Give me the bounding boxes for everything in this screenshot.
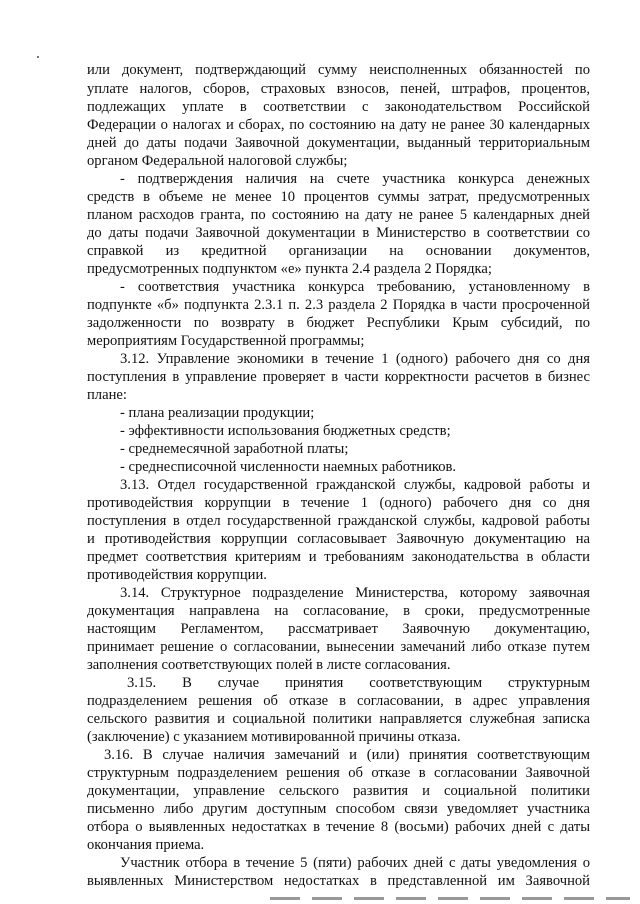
text-line: подпункте «б» подпункта 2.3.1 п. 2.3 раздела 2 Порядка в части просроченной	[87, 297, 590, 313]
text-line: принимает решение о согласовании, вынесении замечаний либо отказе путем	[87, 639, 590, 655]
text-line: планом расходов гранта, по состоянию на дату не ранее 5 календарных дней	[87, 207, 590, 223]
text-line: и противодействия коррупции согласовывает Заявочную документацию на	[87, 531, 590, 547]
text-line: письменно либо другим доступным способом связи уведомляет участника	[87, 801, 590, 817]
text-line: отбора о выявленных недостатках в течение 8 (восьми) рабочих дней с даты	[87, 819, 590, 835]
text-line: структурным подразделением решения об отказе в согласовании Заявочной	[87, 765, 590, 781]
list-item: - эффективности использования бюджетных средств;	[120, 423, 451, 439]
text-line: предмет соответствия критериям и требованиям законодательства в области	[87, 549, 590, 565]
list-item: - среднесписочной численности наемных работников.	[120, 459, 457, 475]
text-line: 3.15. В случае принятия соответствующим структурным	[127, 675, 590, 691]
text-line: 3.12. Управление экономики в течение 1 (одного) рабочего дня со дня	[120, 351, 590, 367]
text-line: органом Федеральной налоговой службы;	[87, 153, 348, 169]
text-line: уплате налогов, сборов, страховых взносов, пеней, штрафов, процентов,	[87, 81, 590, 97]
text-line: до даты подачи Заявочной документации в Министерство в соответствии со	[87, 225, 590, 241]
text-line: 3.16. В случае наличия замечаний и (или) принятия соответствующим	[104, 747, 590, 763]
text-line: (заключение) с указанием мотивированной причины отказа.	[87, 729, 461, 745]
text-line: 3.13. Отдел государственной гражданской службы, кадровой работы и	[120, 477, 590, 493]
scan-edge-artifact	[270, 897, 630, 900]
list-item: - среднемесячной заработной платы;	[120, 441, 349, 457]
text-line: поступления в отдел государственной гражданской службы, кадровой работы	[87, 513, 590, 529]
text-line: настоящим Регламентом, рассматривает Заявочную документацию,	[87, 621, 590, 637]
text-line: дней до даты подачи Заявочной документации, выданный территориальным	[87, 135, 590, 151]
text-line: предусмотренных подпунктом «е» пункта 2.4 раздела 2 Порядка;	[87, 261, 492, 277]
text-line: Федерации о налогах и сборах, по состоянию на дату не ранее 30 календарных	[87, 117, 590, 133]
text-line: подлежащих уплате в соответствии с законодательством Российской	[87, 99, 590, 115]
text-line: подразделением решения об отказе в согласовании, в адрес управления	[87, 693, 590, 709]
text-line: - соответствия участника конкурса требованию, установленному в	[120, 279, 590, 295]
text-line: документация направлена на согласование, в сроки, предусмотренные	[87, 603, 590, 619]
text-line: плане:	[87, 387, 127, 403]
text-line: выявленных Министерством недостатках в представленной им Заявочной	[87, 873, 590, 889]
text-line: или документ, подтверждающий сумму неисполненных обязанностей по	[87, 62, 590, 78]
text-line: окончания приема.	[87, 837, 205, 853]
text-line: сельского развития и социальной политики направляется служебная записка	[87, 711, 590, 727]
text-line: задолженности по возврату в бюджет Республики Крым субсидий, по	[87, 315, 590, 331]
text-line: противодействия коррупции.	[87, 567, 267, 583]
text-line: справкой из кредитной организации на основании документов,	[87, 243, 590, 259]
text-line: - подтверждения наличия на счете участника конкурса денежных	[120, 171, 590, 187]
text-line: противодействия коррупции в течение 1 (одного) рабочего дня со дня	[87, 495, 590, 511]
text-line: Участник отбора в течение 5 (пяти) рабочих дней с даты уведомления о	[120, 855, 590, 871]
text-line: поступления в управление проверяет в части корректности расчетов в бизнес	[87, 369, 590, 385]
list-item: - плана реализации продукции;	[120, 405, 315, 421]
text-line: мероприятиям Государственной программы;	[87, 333, 365, 349]
text-line: средств в объеме не менее 10 процентов суммы затрат, предусмотренных	[87, 189, 590, 205]
scan-mark	[37, 56, 39, 58]
text-line: заполнения соответствующих полей в листе согласования.	[87, 657, 451, 673]
text-line: 3.14. Структурное подразделение Министерства, которому заявочная	[120, 585, 590, 601]
text-line: документации, управление сельского развития и социальной политики	[87, 783, 590, 799]
